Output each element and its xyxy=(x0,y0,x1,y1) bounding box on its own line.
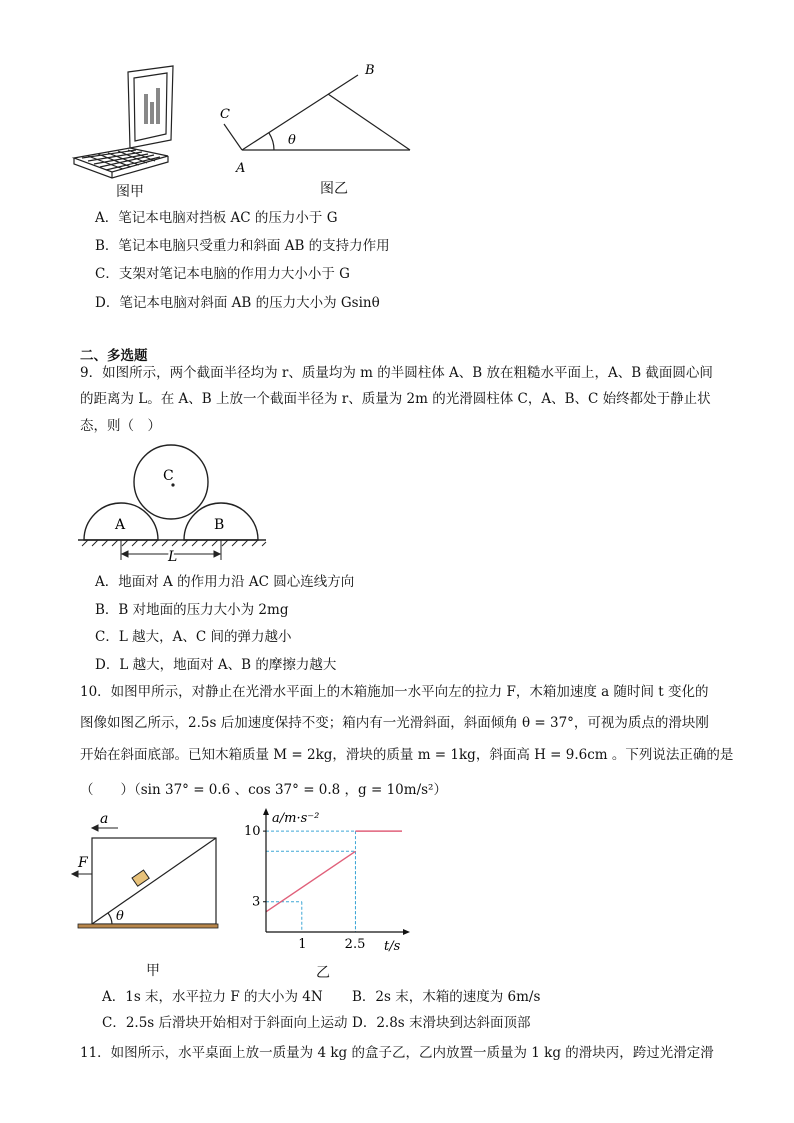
q9-stem-line-2: 的距离为 L。在 A、B 上放一个截面半径为 r、质量为 2m 的光滑圆柱体 C，A、B、C 始终都处于静止状 xyxy=(80,391,711,407)
label-B: B xyxy=(365,63,375,78)
y-tick-label: 10 xyxy=(244,824,261,840)
q9-option-a: A．地面对 A 的作用力沿 AC 圆心连线方向 xyxy=(95,574,355,590)
label-F: F xyxy=(78,855,88,871)
section-title: 二、多选题 xyxy=(80,348,148,364)
figure-laptop xyxy=(68,62,193,180)
q8-option-b: B．笔记本电脑只受重力和斜面 AB 的支持力作用 xyxy=(95,238,390,254)
label-L: L xyxy=(168,549,178,562)
incline-AB xyxy=(242,75,358,150)
q8-option-c: C．支架对笔记本电脑的作用力大小小于 G xyxy=(95,266,350,282)
q10-option-d: D．2.8s 末滑块到达斜面顶部 xyxy=(352,1015,531,1031)
figure-box xyxy=(70,812,230,932)
q9-stem-line-3: 态，则（ ） xyxy=(80,418,161,434)
x-axis-arrow xyxy=(403,929,410,935)
label-theta: θ xyxy=(116,909,124,924)
q8-option-a: A．笔记本电脑对挡板 AC 的压力小于 G xyxy=(95,210,338,226)
q10-stem-line-4: （ ）（sin 37° = 0.6 、cos 37° = 0.8 ，g = 10m/s²） xyxy=(80,782,447,798)
q10-stem-line-3: 开始在斜面底部。已知木箱质量 M = 2kg，滑块的质量 m = 1kg，斜面高 H = 9.6cm 。下列说法正确的是 xyxy=(80,747,734,763)
y-axis-label: a/m·s⁻² xyxy=(272,811,320,826)
figure-yi-caption: 乙 xyxy=(316,965,330,981)
label-A: A xyxy=(115,517,126,533)
base-board xyxy=(78,924,218,928)
figure-jia-caption: 甲 xyxy=(146,963,160,979)
label-B: B xyxy=(214,517,225,533)
baffle-AC xyxy=(224,124,242,150)
theta-arc xyxy=(108,913,112,924)
x-axis-label: t/s xyxy=(384,939,401,953)
y-axis-arrow xyxy=(263,808,269,815)
q9-option-c: C．L 越大，A、C 间的弹力越小 xyxy=(95,629,292,645)
q8-option-d: D．笔记本电脑对斜面 AB 的压力大小为 Gsinθ xyxy=(95,295,380,311)
label-a: a xyxy=(100,812,109,827)
label-C: C xyxy=(220,107,230,122)
figure-incline xyxy=(210,58,420,178)
q10-stem-line-1: 10．如图甲所示，对静止在光滑水平面上的木箱施加一水平向左的拉力 F，木箱加速度 a 随时间 t 变化的 xyxy=(80,684,709,700)
a-t-chart xyxy=(238,808,413,953)
label-C: C xyxy=(163,468,174,484)
stand-support xyxy=(328,94,410,150)
x-tick-label: 1 xyxy=(298,937,307,952)
figure-cylinders xyxy=(78,440,268,562)
q10-option-c: C．2.5s 后滑块开始相对于斜面向上运动 xyxy=(102,1015,348,1031)
y-tick-label: 3 xyxy=(252,894,261,910)
label-theta: θ xyxy=(288,133,296,148)
q11-stem-line-1: 11．如图所示，水平桌面上放一质量为 4 kg 的盒子乙，乙内放置一质量为 1 kg 的滑块丙，跨过光滑定滑 xyxy=(80,1045,714,1061)
angle-arc xyxy=(269,133,274,150)
label-A: A xyxy=(236,161,246,176)
figure-yi-caption: 图乙 xyxy=(320,181,348,197)
figure-jia-caption: 图甲 xyxy=(116,184,144,200)
x-tick-label: 2.5 xyxy=(344,937,366,952)
box-incline xyxy=(92,838,216,924)
q10-option-a: A．1s 末，水平拉力 F 的大小为 4N xyxy=(102,989,323,1005)
q10-stem-line-2: 图像如图乙所示，2.5s 后加速度保持不变；箱内有一光滑斜面，斜面倾角 θ = 37°，可视为质点的滑块刚 xyxy=(80,715,709,731)
series-segment-ramp xyxy=(266,851,355,912)
q9-stem-line-1: 9．如图所示，两个截面半径均为 r、质量均为 m 的半圆柱体 A、B 放在粗糙水平面上，A、B 截面圆心间 xyxy=(80,365,713,381)
q9-option-b: B．B 对地面的压力大小为 2mg xyxy=(95,602,289,618)
slider-block xyxy=(132,870,149,886)
q9-option-d: D．L 越大，地面对 A、B 的摩擦力越大 xyxy=(95,657,337,673)
q10-option-b: B．2s 末，木箱的速度为 6m/s xyxy=(352,989,541,1005)
